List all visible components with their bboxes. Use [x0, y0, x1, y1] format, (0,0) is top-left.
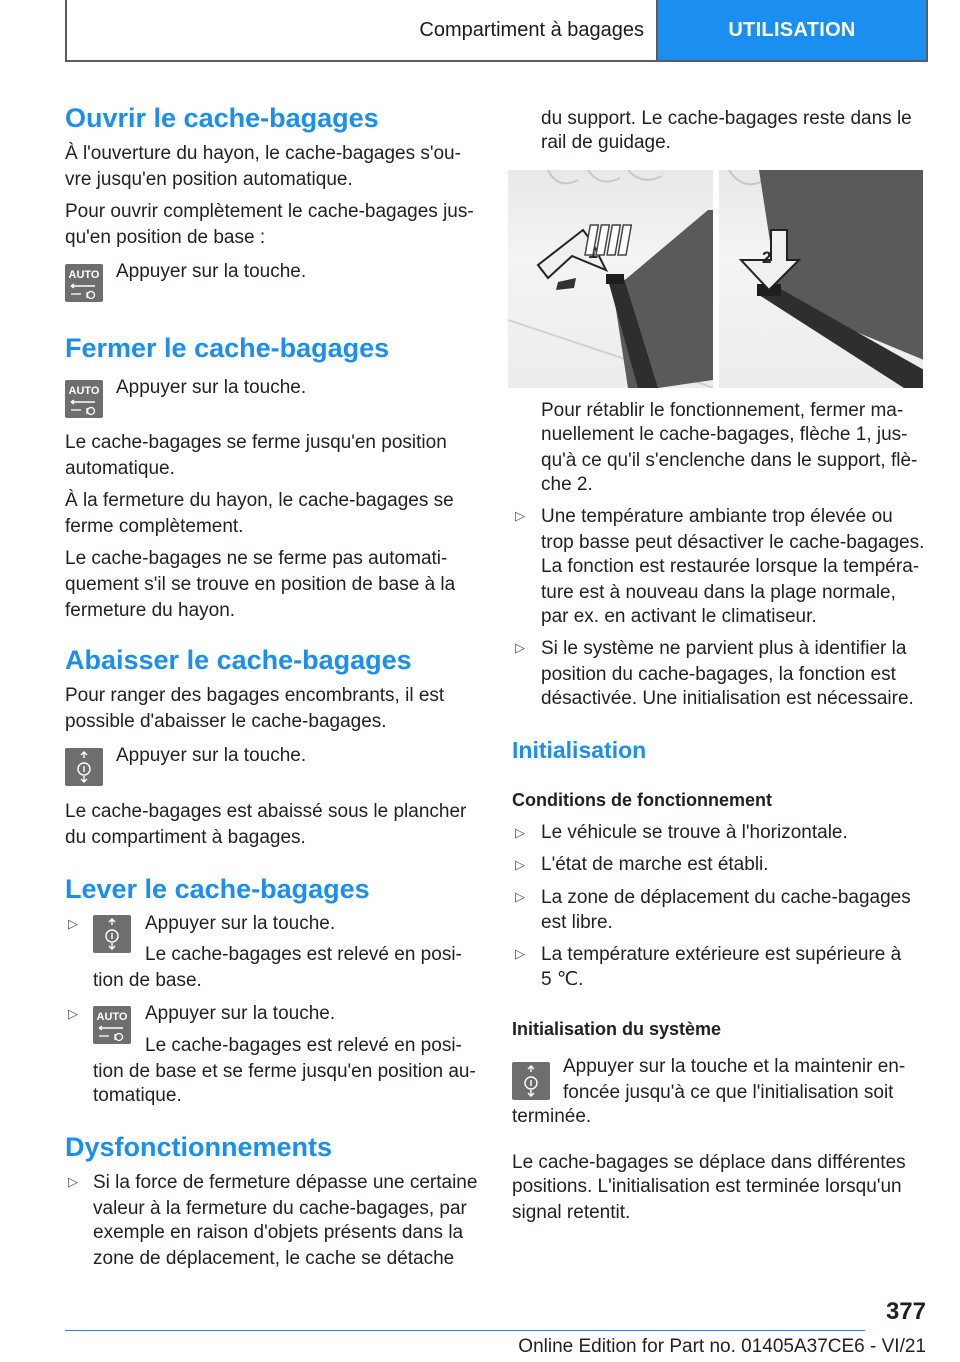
system-init-line-1: Appuyer sur la touche et la maintenir en-	[563, 1056, 906, 1077]
lower-paragraph-2-line-1: Le cache-bagages est abaissé sous le plancher	[65, 801, 467, 822]
close-paragraph-2-line-1: À la fermeture du hayon, le cache-bagages se	[65, 490, 454, 511]
heading-malfunctions: Dysfonctionnements	[65, 1132, 333, 1162]
auto-button-icon	[65, 264, 103, 302]
figure-caption-line-3: qu'à ce qu'il s'enclenche dans le support, flè-	[541, 450, 918, 471]
svg-text:AUTO: AUTO	[96, 1011, 128, 1023]
final-paragraph-line-2: positions. L'initialisation est terminée lorsqu'un	[512, 1176, 902, 1197]
heading-open-cover: Ouvrir le cache-bagages	[65, 103, 379, 133]
lower-paragraph-1-line-2: possible d'abaisser le cache-bagages.	[65, 711, 387, 732]
svg-text:AUTO: AUTO	[68, 385, 100, 397]
final-paragraph-line-3: signal retentit.	[512, 1202, 631, 1223]
close-press-text: Appuyer sur la touche.	[116, 377, 307, 398]
heading-conditions: Conditions de fonctionnement	[512, 790, 772, 810]
condition-4-line-2: 5 ℃.	[541, 969, 584, 990]
lower-button-icon	[65, 748, 103, 786]
raise-bullet-2-line-1: Appuyer sur la touche.	[145, 1003, 336, 1024]
bullet-marker: ▷	[68, 1006, 78, 1021]
lower-paragraph-2-line-2: du compartiment à bagages.	[65, 827, 306, 848]
auto-button-icon	[93, 1006, 131, 1044]
raise-bullet-1-line-1: Appuyer sur la touche.	[145, 913, 336, 934]
condition-2: L'état de marche est établi.	[541, 854, 769, 875]
cover-illustration	[508, 170, 923, 388]
malfunction-bullet-line-2: valeur à la fermeture du cache-bagages, par	[93, 1198, 467, 1219]
bullet-marker: ▷	[68, 1174, 78, 1189]
figure-caption-line-2: nuellement le cache-bagages, flèche 1, jus-	[541, 424, 908, 445]
svg-text:AUTO: AUTO	[68, 269, 100, 281]
position-bullet-line-1: Si le système ne parvient plus à identifier la	[541, 638, 907, 659]
auto-button-icon	[65, 380, 103, 418]
temperature-bullet-line-2: trop basse peut désactiver le cache-bagages.	[541, 532, 925, 553]
edition-text: Online Edition for Part no. 01405A37CE6 - VI/21	[518, 1336, 926, 1357]
close-paragraph-1-line-2: automatique.	[65, 458, 175, 479]
malfunction-bullet-line-4: zone de déplacement, le cache se détache	[93, 1248, 455, 1269]
condition-4-line-1: La température extérieure est supérieure à	[541, 944, 902, 965]
bullet-marker: ▷	[515, 946, 525, 961]
bullet-marker: ▷	[68, 916, 78, 931]
raise-bullet-2-line-3: tion de base et se ferme jusqu'en position au-	[93, 1061, 476, 1082]
bullet-marker: ▷	[515, 825, 525, 840]
temperature-bullet-line-1: Une température ambiante trop élevée ou	[541, 506, 893, 527]
lower-paragraph-1-line-1: Pour ranger des bagages encombrants, il est	[65, 685, 445, 706]
raise-button-icon	[512, 1062, 550, 1100]
malfunction-bullet-line-1: Si la force de fermeture dépasse une certaine	[93, 1172, 478, 1193]
bullet-marker: ▷	[515, 889, 525, 904]
running-header	[65, 0, 928, 62]
raise-bullet-2-line-4: tomatique.	[93, 1085, 182, 1106]
raise-bullet-1-line-2: Le cache-bagages est relevé en posi-	[145, 944, 462, 965]
raise-bullet-2-line-2: Le cache-bagages est relevé en posi-	[145, 1035, 462, 1056]
position-bullet-line-3: désactivée. Une initialisation est nécessaire.	[541, 688, 914, 709]
temperature-bullet-line-3: La fonction est restaurée lorsque la tempéra-	[541, 556, 920, 577]
bullet-marker: ▷	[515, 640, 525, 655]
heading-raise-cover: Lever le cache-bagages	[65, 874, 370, 904]
condition-3-line-2: est libre.	[541, 912, 613, 933]
temperature-bullet-line-5: par ex. en activant le climatiseur.	[541, 606, 817, 627]
raise-bullet-1-line-3: tion de base.	[93, 970, 202, 991]
continued-line-1: du support. Le cache-bagages reste dans le	[541, 108, 912, 129]
close-paragraph-3-line-3: fermeture du hayon.	[65, 600, 236, 621]
open-paragraph-2-line-1: Pour ouvrir complètement le cache-bagages jus-	[65, 201, 474, 222]
heading-system-initialisation: Initialisation du système	[512, 1019, 722, 1039]
bullet-marker: ▷	[515, 508, 525, 523]
open-press-text: Appuyer sur la touche.	[116, 261, 307, 282]
continued-line-2: rail de guidage.	[541, 132, 671, 153]
system-init-line-3: terminée.	[512, 1106, 592, 1127]
open-paragraph-1-line-2: vre jusqu'en position automatique.	[65, 169, 353, 190]
temperature-bullet-line-4: ture est à nouveau dans la plage normale,	[541, 582, 896, 603]
footer-rule	[65, 1330, 865, 1331]
condition-1: Le véhicule se trouve à l'horizontale.	[541, 822, 848, 843]
figure-caption-line-4: che 2.	[541, 474, 593, 495]
raise-button-icon	[93, 915, 131, 953]
section-title: Compartiment à bagages	[67, 0, 658, 60]
lower-press-text: Appuyer sur la touche.	[116, 745, 307, 766]
illustration-panel-2	[719, 170, 924, 388]
malfunction-bullet-line-3: exemple en raison d'objets présents dans la	[93, 1222, 464, 1243]
close-paragraph-1-line-1: Le cache-bagages se ferme jusqu'en position	[65, 432, 447, 453]
condition-3-line-1: La zone de déplacement du cache-bagages	[541, 887, 911, 908]
figure-label-2: 2	[761, 248, 771, 267]
open-paragraph-2-line-2: qu'en position de base :	[65, 227, 266, 248]
heading-close-cover: Fermer le cache-bagages	[65, 333, 390, 363]
chapter-tab: UTILISATION	[658, 0, 926, 60]
position-bullet-line-2: position du cache-bagages, la fonction est	[541, 664, 896, 685]
heading-lower-cover: Abaisser le cache-bagages	[65, 645, 412, 675]
heading-initialisation: Initialisation	[512, 737, 647, 763]
close-paragraph-3-line-1: Le cache-bagages ne se ferme pas automati-	[65, 548, 448, 569]
figure-caption-line-1: Pour rétablir le fonctionnement, fermer ma-	[541, 400, 904, 421]
system-init-line-2: foncée jusqu'à ce que l'initialisation soit	[563, 1082, 894, 1103]
bullet-marker: ▷	[515, 857, 525, 872]
close-paragraph-3-line-2: quement s'il se trouve en position de base à la	[65, 574, 456, 595]
page-number: 377	[885, 1298, 926, 1325]
open-paragraph-1-line-1: À l'ouverture du hayon, le cache-bagages s'ou-	[65, 143, 461, 164]
close-paragraph-2-line-2: ferme complètement.	[65, 516, 244, 537]
illustration-panel-1	[508, 170, 713, 388]
final-paragraph-line-1: Le cache-bagages se déplace dans différentes	[512, 1152, 906, 1173]
